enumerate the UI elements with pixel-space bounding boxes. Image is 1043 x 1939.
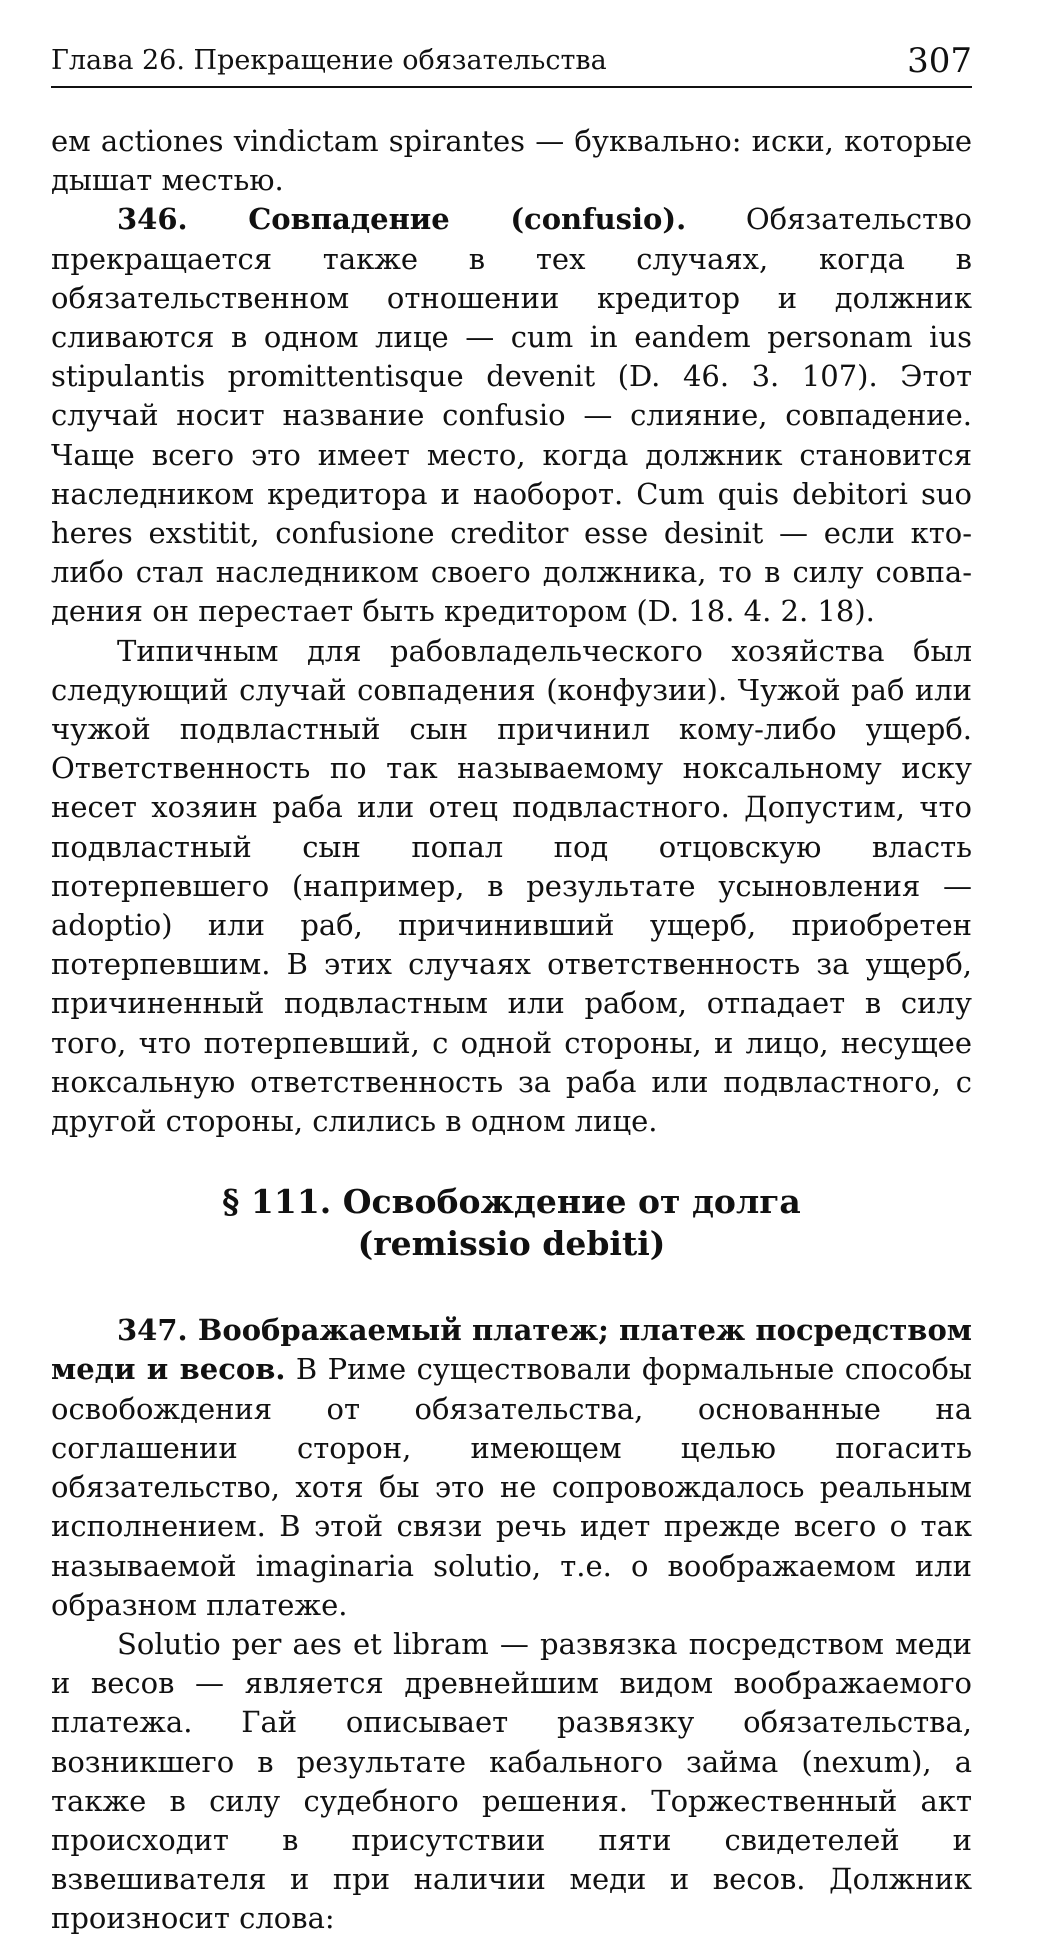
paragraph-346-heading: 346. Совпадение (confusio). bbox=[117, 202, 687, 237]
running-title: Глава 26. Прекращение обязательства bbox=[51, 45, 607, 76]
section-heading bbox=[51, 1181, 972, 1265]
page-number: 307 bbox=[907, 41, 972, 81]
page-body bbox=[51, 122, 972, 1939]
paragraph-solutio: Solutio per aes et libram — развязка посредством меди и весов — является древнейшим видом воображаемого платежа. Гай описывает развязку обязательства, возникшего в результате кабального займа (nexum), а также в силу судебного решения. Торжественный акт происходит в присутствии пяти свидетелей и взвешивателя и при наличии меди и весов. Должник произносит слова: bbox=[51, 1626, 972, 1936]
section-title-line1: § 111. Освобождение от долга bbox=[222, 1182, 801, 1222]
paragraph-346-text: Обязательство прекращается также в тех случаях, когда в обязательственном отношении кредитор и должник сливаются в одном лице — cum in eandem personam ius stipulantis promittentisque devenit (D. 46. 3. 107). Этот случай носит название confusio — слияние, совпадение. Чаще всего это имеет место, когда должник становится наследником кредитора и наоборот. Cum quis debitori suo heres exstitit, confusione creditor esse desinit — если кто-либо стал наследником своего должника, то в силу совпадения он перестает быть кредитором (D. 18. 4. 2. 18). bbox=[51, 202, 972, 629]
paragraph-347 bbox=[51, 1311, 972, 1625]
running-header bbox=[51, 40, 972, 88]
paragraph-continuation: ем actiones vindictam spirantes — буквально: иски, которые дышат местью. bbox=[51, 124, 972, 198]
paragraph-347-text: В Риме существовали формальные способы освобождения от обязательства, основанные на соглашении сторон, имеющем целью погасить обязательство, хотя бы это не сопровождалось реальным исполнением. В этой связи речь идет прежде всего о так называемой imaginaria solutio, т.е. о воображаемом или образном платеже. bbox=[51, 1352, 973, 1622]
paragraph-noxal-example: Типичным для рабовладельческого хозяйства был следующий случай совпадения (конфузии). Чужой раб или чужой подвластный сын причинил кому-либо ущерб. Ответственность по так называемому ноксальному иску несет хозяин раба или отец подвластного. Допустим, что подвластный сын попал под отцовскую власть потерпевшего (например, в результате усыновления — adoptio) или раб, причинивший ущерб, приобретен потерпевшим. В этих случаях ответственность за ущерб, причиненный подвластным или рабом, отпадает в силу того, что потерпевший, с одной стороны, и лицо, несущее ноксальную ответственность за раба или подвластного, с другой стороны, слились в одном лице. bbox=[51, 633, 972, 1139]
paragraph-346 bbox=[51, 200, 972, 631]
section-title-line2: (remissio debiti) bbox=[357, 1224, 666, 1264]
paragraph-347-heading: 347. Воображаемый платеж; платеж посредством меди и весов. bbox=[51, 1313, 972, 1387]
